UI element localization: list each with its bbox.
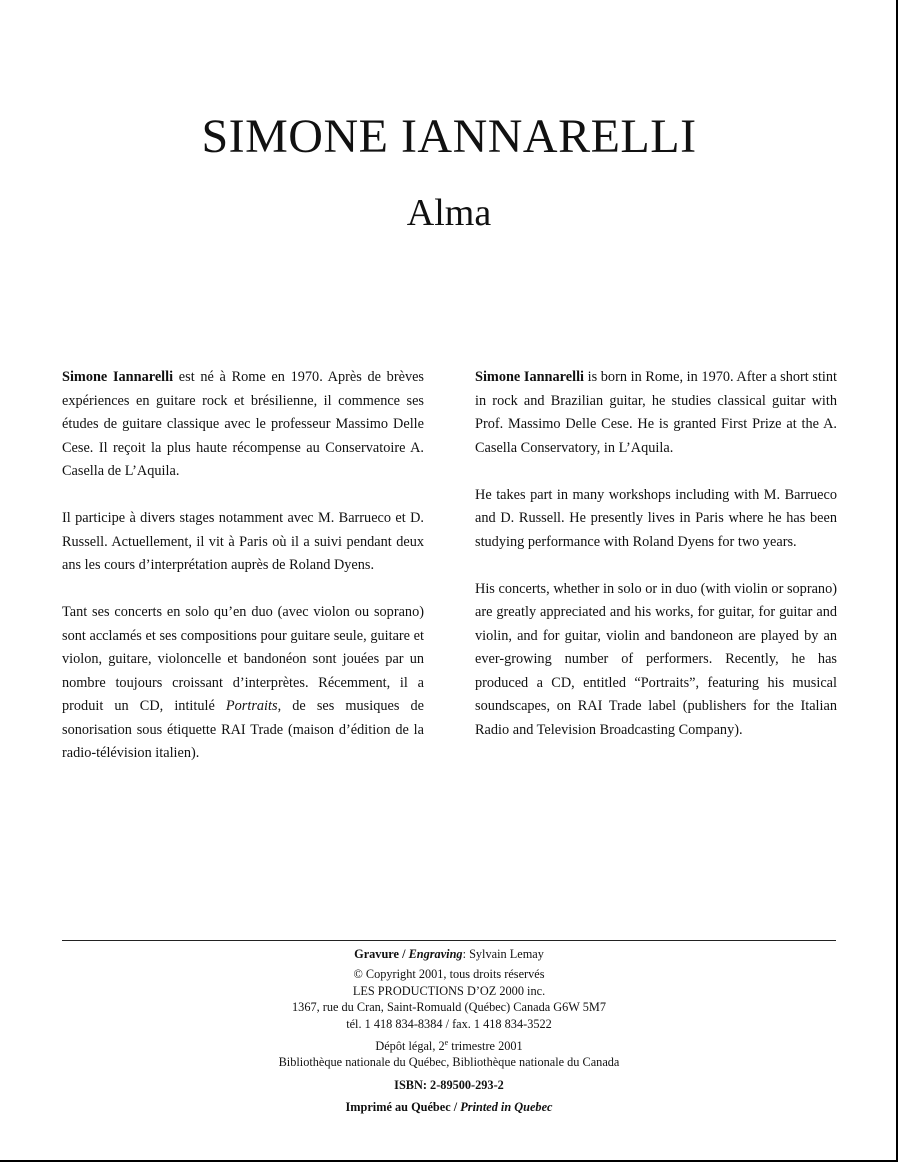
biography-english: [475, 366, 837, 766]
publisher-name: LES PRODUCTIONS D’OZ 2000 inc.: [352, 983, 546, 998]
legal-deposit-superscript: e: [444, 1037, 449, 1047]
copyright-line: © Copyright 2001, tous droits réservés: [353, 967, 545, 982]
biography-french: [62, 366, 424, 789]
printed-fr: Imprimé au Québec: [345, 1100, 451, 1115]
bio-en-name: Simone Iannarelli: [475, 369, 585, 385]
legal-deposit: [62, 1038, 836, 1054]
publisher-footer: [62, 946, 836, 1116]
engraver-name: : Sylvain Lemay: [462, 947, 544, 961]
footer-divider: [62, 940, 836, 941]
printed-separator: /: [450, 1100, 461, 1115]
bio-fr-p3-after: , de ses musiques de sonorisation sous étiquette RAI Trade (maison d’édition de la radio-télévision italien).: [62, 698, 424, 761]
legal-deposit-suffix: trimestre 2001: [448, 1039, 523, 1054]
engraving-label-fr: Gravure: [354, 947, 399, 961]
bio-en-paragraph-1: [475, 366, 837, 460]
publisher-phone: tél. 1 418 834-8384 / fax. 1 418 834-3522: [346, 1016, 552, 1031]
engraving-separator: /: [399, 947, 409, 961]
printed-en: Printed in Quebec: [460, 1100, 553, 1115]
printed-in: [62, 1099, 836, 1115]
national-libraries: Bibliothèque nationale du Québec, Bibliothèque nationale du Canada: [278, 1055, 620, 1070]
bio-en-p1-text: is born in Rome, in 1970. After a short stint in rock and Brazilian guitar, he studies classical guitar with Prof. Massimo Delle Cese. He is granted First Prize at the A. Casella Conservatory, in L’Aquila.: [475, 369, 838, 456]
isbn-number: ISBN: 2-89500-293-2: [394, 1077, 504, 1092]
isbn: [62, 1077, 836, 1093]
bio-fr-p3-before: Tant ses concerts en solo qu’en duo (avec violon ou soprano) sont acclamés et ses compositions pour guitare seule, guitare et violon, guitare, violoncelle et bandonéon sont jouées par un nombre toujours croissant d’interprètes. Récemment, il a produit un CD, intitulé: [62, 604, 424, 714]
bio-fr-p1-text: est né à Rome en 1970. Après de brèves expériences en guitare rock et brésilienne, il commence ses études de guitare classique avec le professeur Massimo Delle Cese. Il reçoit la plus haute récompense au Conservatoire A. Casella de L’Aquila.: [62, 369, 424, 479]
composer-name: SIMONE IANNARELLI: [201, 110, 697, 163]
publisher-address: 1367, rue du Cran, Saint-Romuald (Québec) Canada G6W 5M7: [292, 1000, 606, 1015]
bio-en-paragraph-3: His concerts, whether in solo or in duo (with violin or soprano) are greatly appreciated and his works, for guitar, for guitar and violin, and for guitar, violin and bandoneon are played by an ever-growing number of performers. Recently, he has produced a CD, entitled “Portraits”, featuring his musical soundscapes, on RAI Trade label (publishers for the Italian Radio and Television Broadcasting Company).: [475, 580, 837, 738]
work-title: Alma: [406, 192, 492, 234]
bio-fr-paragraph-1: [62, 366, 424, 484]
bio-fr-name: Simone Iannarelli: [62, 369, 174, 385]
bio-fr-cd-title: Portraits: [225, 698, 278, 714]
engraving-label-en: Engraving: [408, 947, 463, 961]
legal-deposit-prefix: Dépôt légal, 2: [375, 1039, 445, 1054]
bio-en-paragraph-2: He takes part in many workshops including with M. Barrueco and D. Russell. He presently lives in Paris where he has been studying performance with Roland Dyens for two years.: [475, 486, 837, 550]
bio-fr-paragraph-2: Il participe à divers stages notamment avec M. Barrueco et D. Russell. Actuellement, il vit à Paris où il a suivi pendant deux ans les cours d’interprétation auprès de Roland Dyens.: [62, 510, 424, 573]
bio-fr-paragraph-3: [62, 601, 424, 766]
engraving-credit: [62, 946, 836, 962]
